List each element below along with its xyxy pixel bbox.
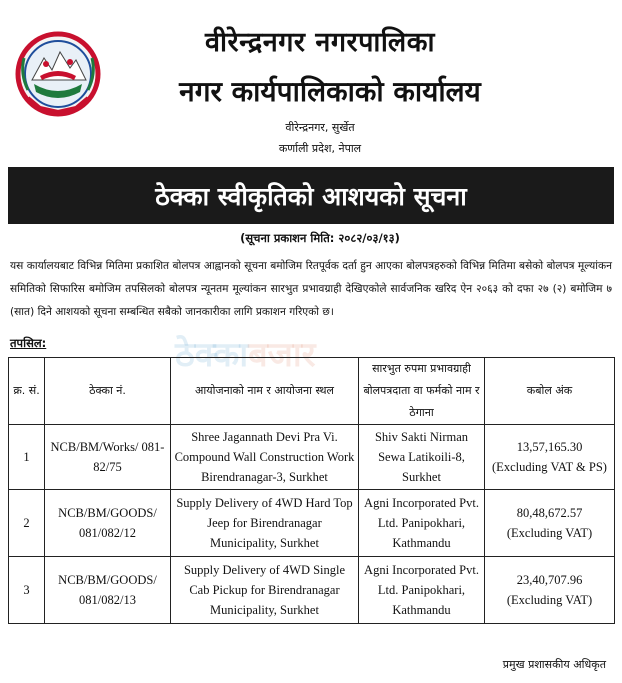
notice-title-banner [8,167,614,224]
cell-sn: 3 [9,557,45,624]
amount-note: (Excluding VAT) [506,526,593,540]
publish-date: (सूचना प्रकाशन मिति: २०८२/०३/१३) [240,231,400,245]
cell-sn: 2 [9,490,45,557]
header-bidder: सारभुत रुपमा प्रभावग्राही बोलपत्रदाता वा फर्मको नाम र ठेगाना [359,358,485,425]
amount-value: 23,40,707.96 [516,573,583,587]
table-header-row [9,358,615,425]
amount-note: (Excluding VAT) [506,593,593,607]
cell-project: Shree Jagannath Devi Pra Vi. Compound Wall Construction Work Birendranagar-3, Surkhet [171,425,359,490]
table-row [9,557,615,624]
municipality-name: वीरेन्द्रनगर नगरपालिका [205,27,435,58]
nepal-emblem-logo [10,28,106,120]
cell-bidder: Agni Incorporated Pvt. Ltd. Panipokhari, Kathmandu [359,490,485,557]
cell-bidder: Agni Incorporated Pvt. Ltd. Panipokhari, Kathmandu [359,557,485,624]
cell-project: Supply Delivery of 4WD Hard Top Jeep for Birendranagar Municipality, Surkhet [171,490,359,557]
address-line-1: वीरेन्द्रनगर, सुर्खेत [285,121,355,134]
cell-amount [485,425,615,490]
cell-amount [485,557,615,624]
watermark-part-1: ठेक्का [175,335,249,375]
cell-contract-no: NCB/BM/GOODS/ 081/082/13 [45,557,171,624]
notice-title: ठेक्का स्वीकृतिको आशयको सूचना [155,181,467,211]
cell-sn: 1 [9,425,45,490]
amount-note: (Excluding VAT & PS) [492,460,607,474]
cell-amount [485,490,615,557]
amount-value: 80,48,672.57 [516,506,583,520]
table-row [9,490,615,557]
cell-contract-no: NCB/BM/GOODS/ 081/082/12 [45,490,171,557]
header-contract-no: ठेक्का नं. [45,358,171,425]
header-sn: क्र. सं. [9,358,45,425]
contract-table [8,357,615,624]
header-project: आयोजनाको नाम र आयोजना स्थल [171,358,359,425]
header-amount: कबोल अंक [485,358,615,425]
tapasil-label: तपसिल: [10,336,47,350]
amount-value: 13,57,165.30 [516,440,583,454]
cell-bidder: Shiv Sakti Nirman Sewa Latikoili-8, Surkhet [359,425,485,490]
signoff: प्रमुख प्रशासकीय अधिकृत [502,658,606,671]
address-line-2: कर्णाली प्रदेश, नेपाल [278,142,362,155]
table-row [9,425,615,490]
cell-project: Supply Delivery of 4WD Single Cab Pickup for Birendranagar Municipality, Surkhet [171,557,359,624]
office-name: नगर कार्यपालिकाको कार्यालय [179,75,481,108]
watermark-part-2: बजार [248,335,316,375]
cell-contract-no: NCB/BM/Works/ 081-82/75 [45,425,171,490]
notice-body: यस कार्यालयबाट विभिन्न मितिमा प्रकाशित बोलपत्र आह्वानको सूचना बमोजिम रितपूर्वक दर्ता हुन आएका बोलपत्रहरुको विभिन्न मितिमा बसेको बोलपत्र मूल्यांकन समितिको सिफारिस बमोजिम तपसिलको बोलपत्र न्यूनतम मूल्यांकन सारभुत प्रभावग्राही देखिएकोले सार्वजनिक खरिद ऐन २०६३ को दफा २७ (२) बमोजिम ७ (सात) दिने आशयको सूचना सम्बन्धित सबैको जानकारीका लागि प्रकाशन गरिएको छ। [10,260,612,318]
